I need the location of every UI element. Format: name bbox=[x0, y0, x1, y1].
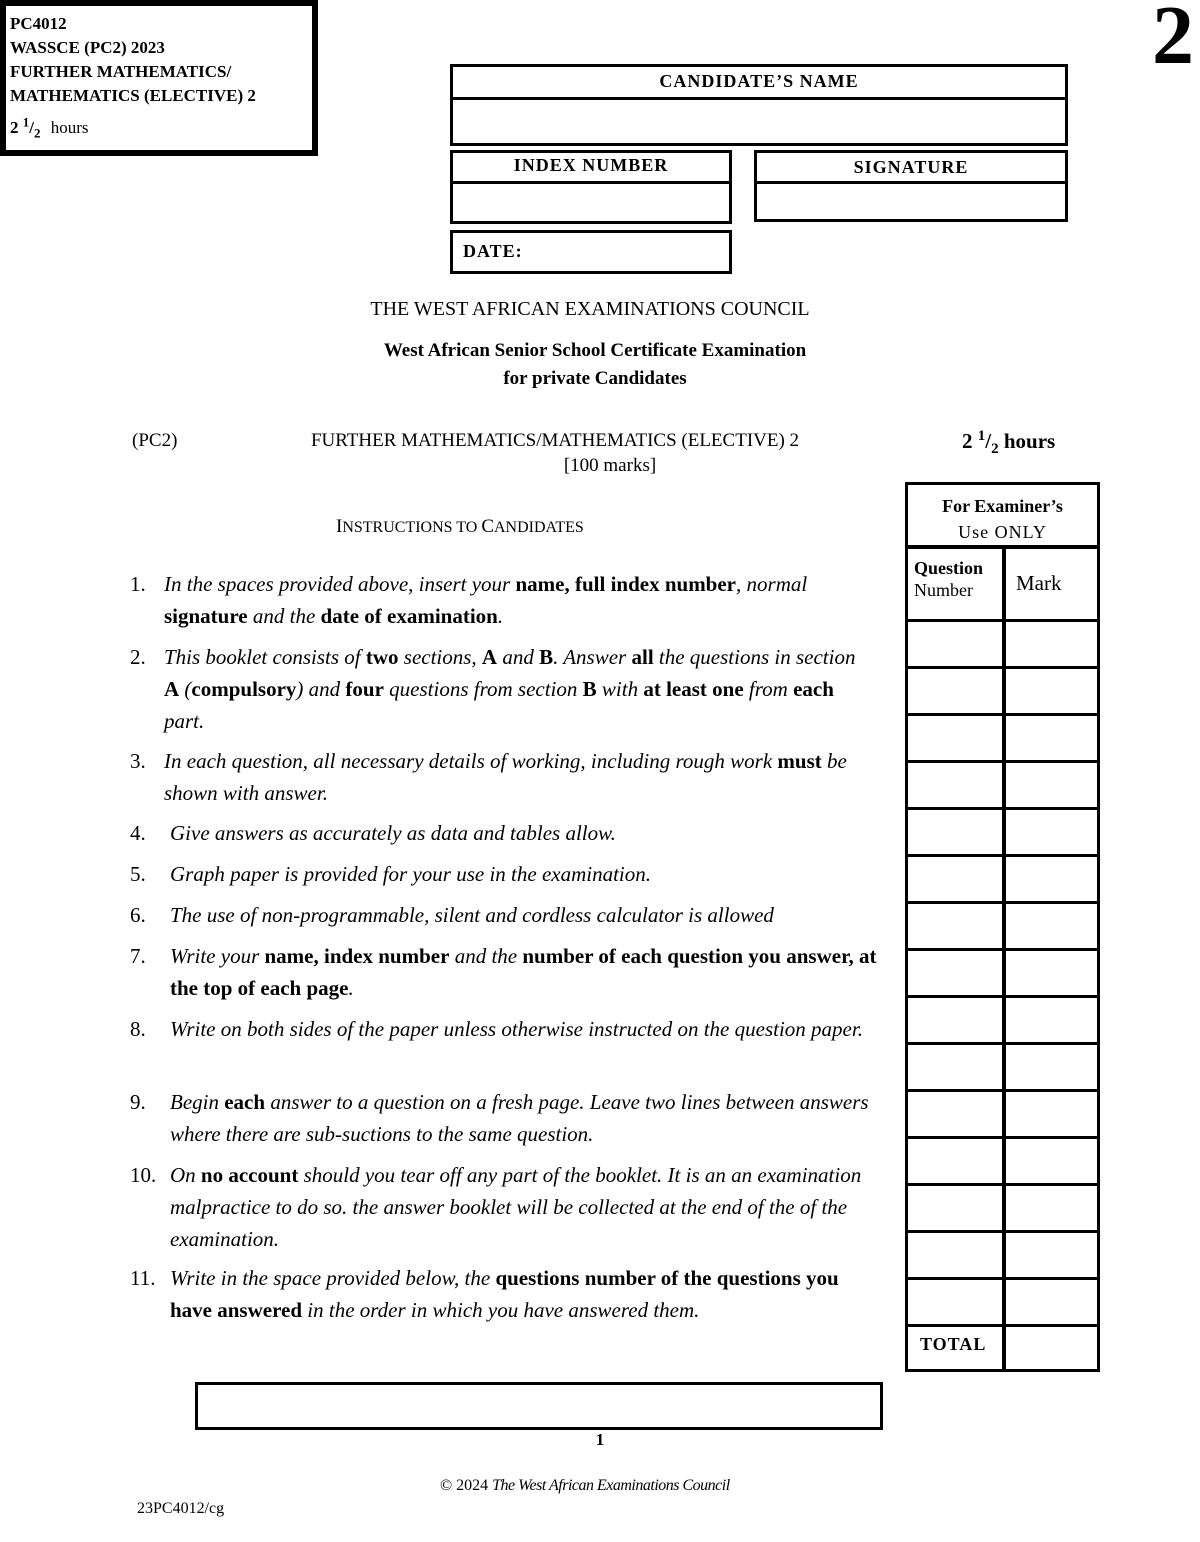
exam-title-line-1: West African Senior School Certificate Examination bbox=[383, 340, 807, 361]
instruction-italic-text: ) and bbox=[296, 677, 346, 701]
paper-code-label: (PC2) bbox=[132, 430, 178, 451]
question-number-cell[interactable] bbox=[908, 762, 1004, 809]
instruction-bold-text: at least one bbox=[643, 677, 744, 701]
instruction-italic-text: the questions in section bbox=[653, 645, 856, 669]
index-number-box bbox=[450, 150, 732, 224]
instruction-bold-text: B bbox=[582, 677, 597, 701]
instruction-number: 7. bbox=[130, 944, 146, 968]
question-number-cell[interactable] bbox=[908, 1044, 1004, 1091]
instruction-italic-text: Write on both sides of the paper unless otherwise instructed on the question paper. bbox=[170, 1017, 863, 1041]
signature-label: SIGNATURE bbox=[757, 157, 1065, 184]
instruction-italic-text: and bbox=[497, 645, 540, 669]
instruction-italic-text: Give answers as accurately as data and tables allow. bbox=[170, 821, 616, 845]
mark-cell[interactable] bbox=[1004, 997, 1097, 1044]
question-number-cell[interactable] bbox=[908, 1138, 1004, 1185]
instruction-number: 6. bbox=[130, 903, 146, 927]
mark-cell[interactable] bbox=[1004, 1185, 1097, 1232]
instruction-italic-text: should you tear off any part of the booklet. It is an an examination malpractice to do so. the answer booklet will be collected at the end of the of the examination. bbox=[170, 1163, 862, 1251]
instruction-bold-text: signature bbox=[164, 604, 248, 628]
exam-name: WASSCE (PC2) 2023 bbox=[10, 38, 165, 57]
instruction-bold-text: must bbox=[777, 749, 822, 773]
question-number-header bbox=[908, 549, 1004, 621]
instruction-text bbox=[164, 568, 864, 632]
instruction-italic-text: and the bbox=[449, 944, 523, 968]
instruction-bold-text: questions number of the questions you have answered bbox=[170, 1266, 839, 1322]
exam-title-line-2: for private Candidates bbox=[503, 368, 687, 389]
instruction-bold-text: name, full index number bbox=[515, 572, 737, 596]
question-number-cell[interactable] bbox=[908, 1232, 1004, 1279]
examiner-table-heading bbox=[908, 485, 1097, 549]
instruction-text bbox=[170, 858, 870, 890]
instruction-italic-text: This booklet consists of bbox=[164, 645, 366, 669]
question-number-cell[interactable] bbox=[908, 715, 1004, 762]
paper-code: PC4012 bbox=[10, 14, 67, 33]
instruction-text bbox=[170, 1013, 880, 1045]
instruction-bold-text: each bbox=[224, 1090, 266, 1114]
instruction-number: 5. bbox=[130, 862, 146, 886]
question-number-cell[interactable] bbox=[908, 809, 1004, 856]
instruction-italic-text: In the spaces provided above, insert your bbox=[164, 572, 516, 596]
instruction-italic-text: Write your bbox=[170, 944, 265, 968]
signature-input[interactable] bbox=[757, 183, 1065, 219]
paper-number: 2 bbox=[1152, 0, 1194, 82]
question-number-cell[interactable] bbox=[908, 668, 1004, 715]
question-header-line-1: Question bbox=[914, 558, 984, 578]
mark-cell[interactable] bbox=[1004, 1232, 1097, 1279]
instruction-italic-text: in the order in which you have answered them. bbox=[302, 1298, 700, 1322]
instruction-italic-text: , normal bbox=[736, 572, 808, 596]
instruction-italic-text: . Answer bbox=[553, 645, 632, 669]
paper-subject: FURTHER MATHEMATICS/MATHEMATICS (ELECTIVE) 2 bbox=[310, 430, 800, 451]
instruction-italic-text: be shown with answer. bbox=[164, 749, 847, 805]
instruction-number: 1. bbox=[130, 572, 146, 596]
subject-line-1: FURTHER MATHEMATICS/ bbox=[10, 62, 232, 81]
instruction-italic-text: . bbox=[348, 976, 354, 1000]
instruction-number: 11. bbox=[130, 1266, 156, 1290]
instruction-text bbox=[164, 745, 864, 809]
council-title: THE WEST AFRICAN EXAMINATIONS COUNCIL bbox=[370, 298, 810, 320]
instruction-italic-text: Write in the space provided below, the bbox=[170, 1266, 496, 1290]
paper-duration-right: 2 $^1/_2$ hours bbox=[962, 428, 1056, 458]
instruction-number: 4. bbox=[130, 821, 146, 845]
mark-cell[interactable] bbox=[1004, 1138, 1097, 1185]
mark-cell[interactable] bbox=[1004, 809, 1097, 856]
instruction-bold-text: all bbox=[631, 645, 654, 669]
instruction-text bbox=[170, 1086, 880, 1150]
instruction-number: 10. bbox=[130, 1163, 157, 1187]
instruction-bold-text: B bbox=[539, 645, 554, 669]
instruction-italic-text: part. bbox=[164, 709, 205, 733]
instruction-italic-text: with bbox=[596, 677, 644, 701]
instruction-bold-text: number of each question you answer, at the top of each page bbox=[170, 944, 877, 1000]
instruction-text bbox=[170, 899, 870, 931]
instruction-bold-text: name, index number bbox=[264, 944, 450, 968]
mark-cell[interactable] bbox=[1004, 715, 1097, 762]
instruction-italic-text: and the bbox=[247, 604, 321, 628]
instruction-bold-text: compulsory bbox=[191, 677, 297, 701]
page-number: 1 bbox=[595, 1430, 605, 1449]
instruction-text bbox=[170, 1262, 880, 1326]
examiner-heading-line-1: For Examiner’s bbox=[942, 496, 1063, 516]
question-number-cell[interactable] bbox=[908, 1091, 1004, 1138]
instruction-italic-text: On bbox=[170, 1163, 201, 1187]
instruction-bold-text: A bbox=[481, 645, 498, 669]
total-label: TOTAL bbox=[920, 1334, 987, 1354]
mark-cell[interactable] bbox=[1004, 950, 1097, 997]
mark-cell[interactable] bbox=[1004, 903, 1097, 950]
instruction-bold-text: each bbox=[793, 677, 834, 701]
candidate-name-input[interactable] bbox=[453, 99, 1065, 143]
instruction-number: 3. bbox=[130, 749, 146, 773]
instruction-italic-text: answer to a question on a fresh page. Leave two lines between answers where there are sub-suctions to the same question. bbox=[170, 1090, 869, 1146]
date-label: DATE: bbox=[463, 241, 523, 261]
question-number-cell[interactable] bbox=[908, 856, 1004, 903]
candidate-name-label: CANDIDATE’S NAME bbox=[453, 71, 1065, 100]
mark-cell[interactable] bbox=[1004, 762, 1097, 809]
mark-cell[interactable] bbox=[1004, 1279, 1097, 1326]
instructions-heading: INSTRUCTIONS TO CANDIDATES bbox=[336, 516, 584, 537]
subject-line-2: MATHEMATICS (ELECTIVE) 2 bbox=[10, 86, 256, 105]
question-number-cell[interactable] bbox=[908, 621, 1004, 668]
instruction-number: 9. bbox=[130, 1090, 146, 1114]
question-number-cell[interactable] bbox=[908, 950, 1004, 997]
question-number-cell[interactable] bbox=[908, 1279, 1004, 1326]
instruction-italic-text: sections, bbox=[398, 645, 482, 669]
total-mark-cell[interactable] bbox=[1004, 1326, 1097, 1370]
date-box[interactable] bbox=[450, 230, 732, 274]
instruction-bold-text: four bbox=[345, 677, 384, 701]
examiner-table bbox=[905, 482, 1100, 1372]
examiner-heading-line-2: Use ONLY bbox=[958, 522, 1047, 542]
mark-header: Mark bbox=[1016, 571, 1062, 595]
candidate-name-box bbox=[450, 64, 1068, 146]
instruction-italic-text: ( bbox=[179, 677, 192, 701]
instruction-text bbox=[170, 817, 870, 849]
paper-duration: 2 $^1/_2$ hours bbox=[10, 114, 89, 141]
instruction-italic-text: from bbox=[743, 677, 794, 701]
instruction-italic-text: . bbox=[497, 604, 504, 628]
question-header-line-2: Number bbox=[914, 580, 973, 600]
question-number-cell[interactable] bbox=[908, 1185, 1004, 1232]
mark-cell[interactable] bbox=[1004, 856, 1097, 903]
signature-box bbox=[754, 150, 1068, 222]
instruction-italic-text: In each question, all necessary details of working, including rough work bbox=[164, 749, 778, 773]
copyright: © 2024 The West African Examinations Council bbox=[440, 1477, 730, 1494]
mark-cell[interactable] bbox=[1004, 1091, 1097, 1138]
instruction-number: 2. bbox=[130, 645, 146, 669]
mark-cell[interactable] bbox=[1004, 621, 1097, 668]
paper-marks: [100 marks] bbox=[563, 455, 657, 476]
instruction-number: 8. bbox=[130, 1017, 146, 1041]
document-code: 23PC4012/cg bbox=[137, 1500, 225, 1517]
instruction-text bbox=[164, 641, 864, 737]
instruction-text bbox=[170, 1159, 880, 1255]
answered-questions-box[interactable] bbox=[195, 1382, 883, 1430]
instruction-italic-text: Begin bbox=[170, 1090, 225, 1114]
mark-cell[interactable] bbox=[1004, 668, 1097, 715]
index-number-label: INDEX NUMBER bbox=[453, 155, 729, 184]
instruction-italic-text: Graph paper is provided for your use in the examination. bbox=[170, 862, 652, 886]
instruction-italic-text: questions from section bbox=[383, 677, 583, 701]
instruction-bold-text: date of examination bbox=[320, 604, 498, 628]
question-number-cell[interactable] bbox=[908, 903, 1004, 950]
instruction-text bbox=[170, 940, 880, 1004]
index-number-input[interactable] bbox=[453, 183, 729, 221]
instruction-italic-text: The use of non-programmable, silent and cordless calculator is allowed bbox=[170, 903, 774, 927]
instruction-bold-text: two bbox=[365, 645, 399, 669]
instruction-bold-text: A bbox=[164, 677, 180, 701]
mark-cell[interactable] bbox=[1004, 1044, 1097, 1091]
question-number-cell[interactable] bbox=[908, 997, 1004, 1044]
instruction-bold-text: no account bbox=[200, 1163, 299, 1187]
